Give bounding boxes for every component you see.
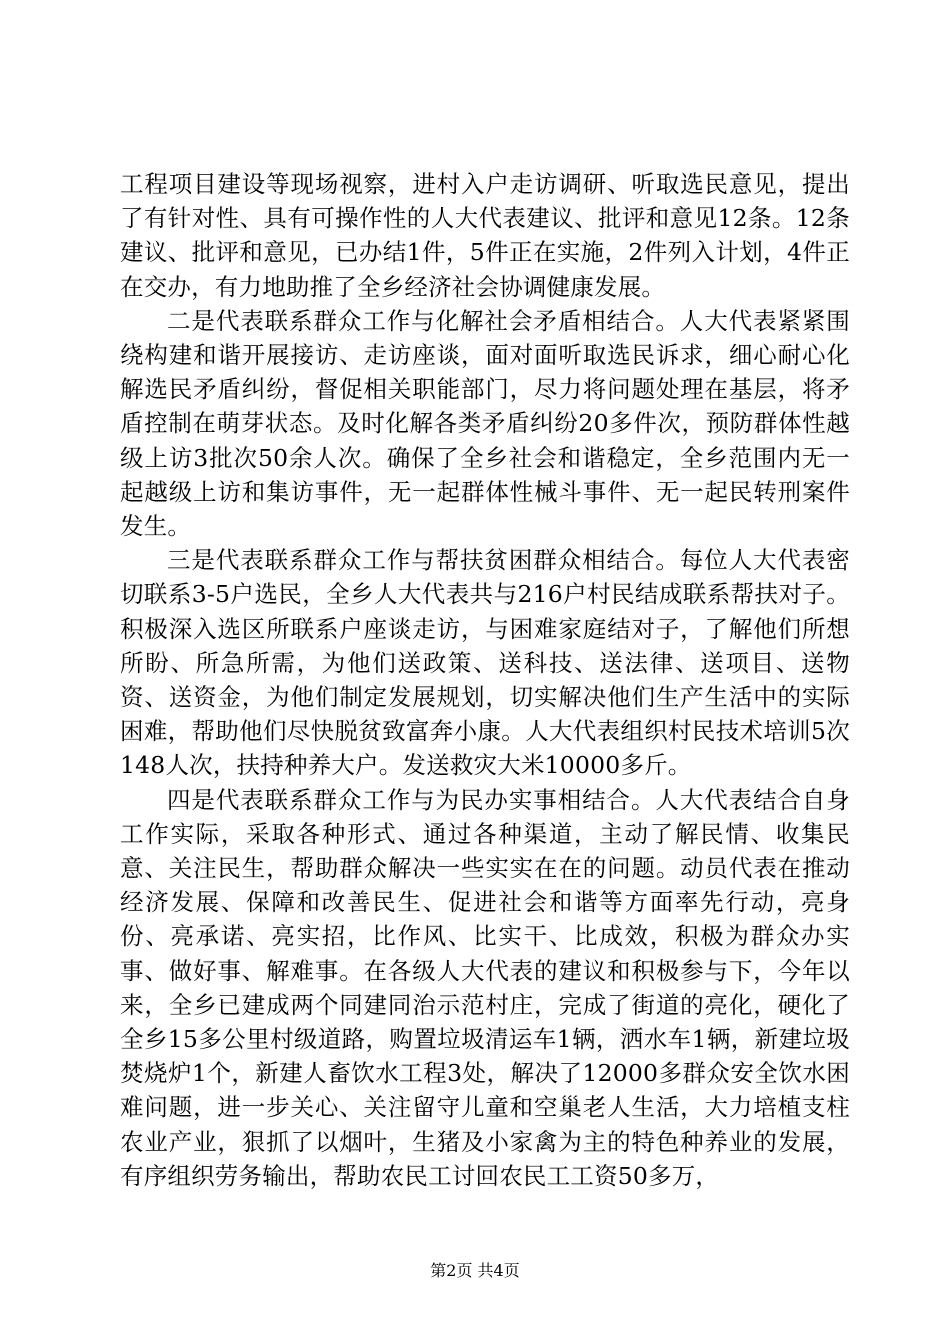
paragraph-second-point: 二是代表联系群众工作与化解社会矛盾相结合。人大代表紧紧围绕构建和谐开展接访、走访座谈，面对面听取选民诉求，细心耐心化解选民矛盾纠纷，督促相关职能部门，尽力将问题处理在基层，将矛盾控制在萌芽状态。及时化解各类矛盾纠纷20多件次，预防群体性越级上访3批次50余人次。确保了全乡社会和谐稳定，全乡范围内无一起越级上访和集访事件，无一起群体性械斗事件、无一起民转刑案件发生。 xyxy=(120,306,850,541)
page-number-footer: 第2页 共4页 xyxy=(430,1261,520,1280)
paragraph-fourth-point: 四是代表联系群众工作与为民办实事相结合。人大代表结合自身工作实际，采取各种形式、通过各种渠道，主动了解民情、收集民意、关注民生，帮助群众解决一些实实在在的问题。动员代表在推动经济发展、保障和改善民生、促进社会和谐等方面率先行动，亮身份、亮承诺、亮实招，比作风、比实干、比成效，积极为群众办实事、做好事、解难事。在各级人大代表的建议和积极参与下，今年以来，全乡已建成两个同建同治示范村庄，完成了街道的亮化，硬化了全乡15多公里村级道路，购置垃圾清运车1辆，洒水车1辆，新建垃圾焚烧炉1个，新建人畜饮水工程3处，解决了12000多群众安全饮水困难问题，进一步关心、关注留守儿童和空巢老人生活，大力培植支柱农业产业，狠抓了以烟叶，生猪及小家禽为主的特色种养业的发展，有序组织劳务输出，帮助农民工讨回农民工工资50多万， xyxy=(120,785,850,1190)
paragraph-continuation: 工程项目建设等现场视察，进村入户走访调研、听取选民意见，提出了有针对性、具有可操作性的人大代表建议、批评和意见12条。12条建议、批评和意见，已办结1件，5件正在实施，2件列入计划，4件正在交办，有力地助推了全乡经济社会协调健康发展。 xyxy=(120,170,850,301)
document-body xyxy=(120,167,850,1193)
paragraph-third-point: 三是代表联系群众工作与帮扶贫困群众相结合。每位人大代表密切联系3-5户选民，全乡人大代表共与216户村民结成联系帮扶对子。积极深入选区所联系户座谈走访，与困难家庭结对子，了解他们所想所盼、所急所需，为他们送政策、送科技、送法律、送项目、送物资、送资金，为他们制定发展规划，切实解决他们生产生活中的实际困难，帮助他们尽快脱贫致富奔小康。人大代表组织村民技术培训5次148人次，扶持种养大户。发送救灾大米10000多斤。 xyxy=(120,546,850,780)
